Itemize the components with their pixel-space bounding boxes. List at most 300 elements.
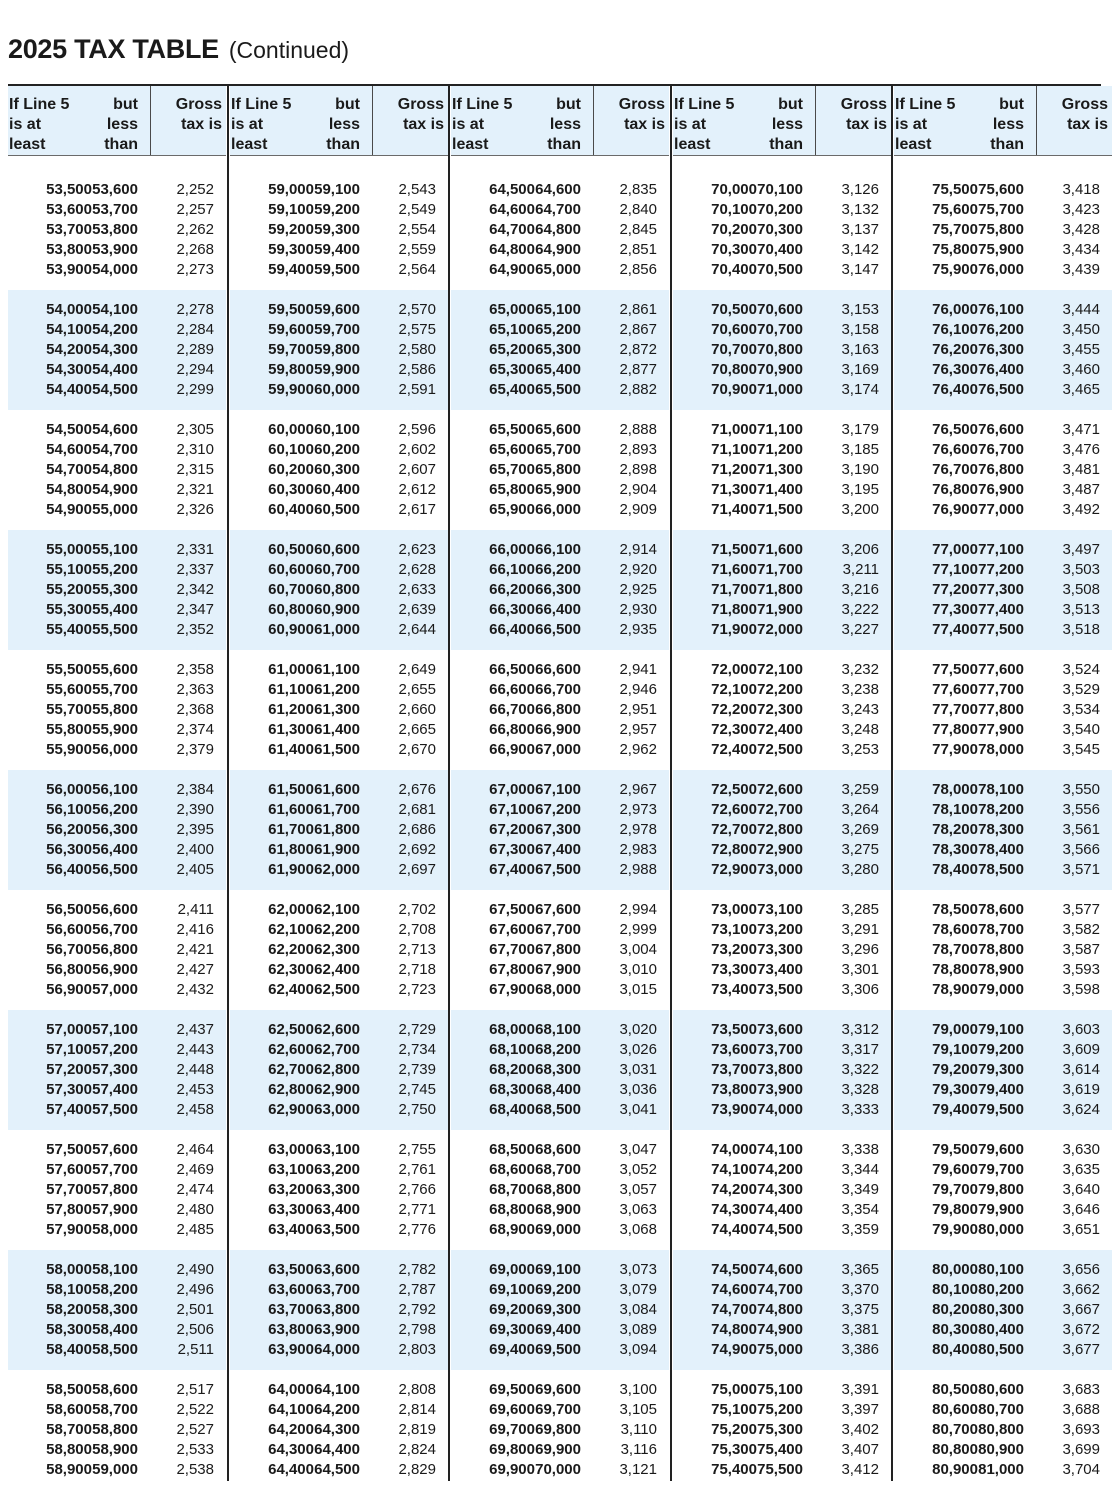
less-than-value: 67,700 xyxy=(535,921,581,938)
table-row xyxy=(673,1260,891,1280)
gross-tax-value: 2,962 xyxy=(619,741,657,758)
table-row xyxy=(894,960,1112,980)
gross-tax-value: 2,458 xyxy=(176,1101,214,1118)
less-than-value: 59,200 xyxy=(314,201,360,218)
at-least-value: 60,300 xyxy=(268,481,314,498)
gross-tax-value: 2,957 xyxy=(619,721,657,738)
table-row xyxy=(894,1260,1112,1280)
at-least-value: 57,600 xyxy=(46,1161,92,1178)
gross-tax-value: 2,363 xyxy=(176,681,214,698)
table-row xyxy=(451,1420,669,1440)
table-row xyxy=(230,580,448,600)
less-than-value: 65,100 xyxy=(535,301,581,318)
gross-tax-value: 3,079 xyxy=(619,1281,657,1298)
less-than-value: 78,000 xyxy=(978,741,1024,758)
at-least-value: 65,700 xyxy=(489,461,535,478)
less-than-value: 61,300 xyxy=(314,701,360,718)
at-least-value: 77,400 xyxy=(932,621,978,638)
table-row xyxy=(673,740,891,760)
gross-tax-value: 2,289 xyxy=(176,341,214,358)
at-least-value: 55,400 xyxy=(46,621,92,638)
less-than-value: 70,900 xyxy=(757,361,803,378)
less-than-value: 66,200 xyxy=(535,561,581,578)
less-than-value: 56,000 xyxy=(92,741,138,758)
at-least-value: 77,600 xyxy=(932,681,978,698)
less-than-value: 79,900 xyxy=(978,1201,1024,1218)
less-than-value: 72,300 xyxy=(757,701,803,718)
table-row xyxy=(451,460,669,480)
header-gross-tax: Gross tax is xyxy=(175,96,222,133)
table-row xyxy=(894,680,1112,700)
at-least-value: 73,100 xyxy=(711,921,757,938)
at-least-value: 73,000 xyxy=(711,901,757,918)
less-than-value: 57,900 xyxy=(92,1201,138,1218)
gross-tax-value: 3,375 xyxy=(841,1301,879,1318)
gross-tax-value: 2,527 xyxy=(176,1421,214,1438)
table-row xyxy=(230,360,448,380)
gross-tax-value: 3,497 xyxy=(1062,541,1100,558)
table-row xyxy=(230,860,448,880)
table-row xyxy=(8,380,226,400)
at-least-value: 62,000 xyxy=(268,901,314,918)
gross-tax-value: 3,412 xyxy=(841,1461,879,1478)
table-row xyxy=(894,1400,1112,1420)
gross-tax-value: 2,978 xyxy=(619,821,657,838)
table-row xyxy=(451,600,669,620)
at-least-value: 70,800 xyxy=(711,361,757,378)
at-least-value: 59,500 xyxy=(268,301,314,318)
less-than-value: 68,400 xyxy=(535,1081,581,1098)
table-row xyxy=(8,260,226,280)
gross-tax-value: 3,487 xyxy=(1062,481,1100,498)
table-row xyxy=(230,1040,448,1060)
header-separator xyxy=(1036,86,1037,156)
table-row xyxy=(673,860,891,880)
less-than-value: 78,300 xyxy=(978,821,1024,838)
gross-tax-value: 2,522 xyxy=(176,1401,214,1418)
table-row xyxy=(451,1340,669,1360)
gross-tax-value: 3,306 xyxy=(841,981,879,998)
gross-tax-value: 3,646 xyxy=(1062,1201,1100,1218)
less-than-value: 71,700 xyxy=(757,561,803,578)
table-row xyxy=(673,240,891,260)
less-than-value: 64,800 xyxy=(535,221,581,238)
gross-tax-value: 2,967 xyxy=(619,781,657,798)
less-than-value: 73,600 xyxy=(757,1021,803,1038)
at-least-value: 73,500 xyxy=(711,1021,757,1038)
at-least-value: 79,900 xyxy=(932,1221,978,1238)
table-row xyxy=(230,1280,448,1300)
less-than-value: 71,500 xyxy=(757,501,803,518)
at-least-value: 77,200 xyxy=(932,581,978,598)
table-row xyxy=(673,920,891,940)
less-than-value: 66,700 xyxy=(535,681,581,698)
gross-tax-value: 2,655 xyxy=(398,681,436,698)
table-row xyxy=(451,340,669,360)
less-than-value: 56,900 xyxy=(92,961,138,978)
table-row xyxy=(894,1200,1112,1220)
at-least-value: 73,600 xyxy=(711,1041,757,1058)
table-row xyxy=(8,360,226,380)
gross-tax-value: 3,677 xyxy=(1062,1341,1100,1358)
less-than-value: 80,600 xyxy=(978,1381,1024,1398)
less-than-value: 56,200 xyxy=(92,801,138,818)
less-than-value: 66,900 xyxy=(535,721,581,738)
at-least-value: 55,800 xyxy=(46,721,92,738)
less-than-value: 77,700 xyxy=(978,681,1024,698)
gross-tax-value: 2,734 xyxy=(398,1041,436,1058)
gross-tax-value: 3,587 xyxy=(1062,941,1100,958)
gross-tax-value: 2,867 xyxy=(619,321,657,338)
table-row xyxy=(8,600,226,620)
gross-tax-value: 2,713 xyxy=(398,941,436,958)
at-least-value: 65,900 xyxy=(489,501,535,518)
gross-tax-value: 3,651 xyxy=(1062,1221,1100,1238)
table-row xyxy=(451,820,669,840)
table-row xyxy=(451,980,669,1000)
at-least-value: 58,200 xyxy=(46,1301,92,1318)
at-least-value: 56,900 xyxy=(46,981,92,998)
gross-tax-value: 3,052 xyxy=(619,1161,657,1178)
at-least-value: 59,000 xyxy=(268,181,314,198)
at-least-value: 64,800 xyxy=(489,241,535,258)
table-row xyxy=(230,1060,448,1080)
gross-tax-value: 3,693 xyxy=(1062,1421,1100,1438)
gross-tax-value: 2,506 xyxy=(176,1321,214,1338)
at-least-value: 62,900 xyxy=(268,1101,314,1118)
gross-tax-value: 3,688 xyxy=(1062,1401,1100,1418)
gross-tax-value: 3,630 xyxy=(1062,1141,1100,1158)
at-least-value: 64,600 xyxy=(489,201,535,218)
gross-tax-value: 2,946 xyxy=(619,681,657,698)
less-than-value: 80,700 xyxy=(978,1401,1024,1418)
gross-tax-value: 2,670 xyxy=(398,741,436,758)
at-least-value: 72,300 xyxy=(711,721,757,738)
header-baseline xyxy=(8,155,226,156)
at-least-value: 60,900 xyxy=(268,621,314,638)
table-row xyxy=(230,200,448,220)
gross-tax-value: 3,153 xyxy=(841,301,879,318)
at-least-value: 54,200 xyxy=(46,341,92,358)
less-than-value: 80,400 xyxy=(978,1321,1024,1338)
table-row xyxy=(673,820,891,840)
table-row xyxy=(894,620,1112,640)
less-than-value: 60,100 xyxy=(314,421,360,438)
less-than-value: 77,800 xyxy=(978,701,1024,718)
gross-tax-value: 3,142 xyxy=(841,241,879,258)
gross-tax-value: 3,370 xyxy=(841,1281,879,1298)
gross-tax-value: 2,930 xyxy=(619,601,657,618)
less-than-value: 78,800 xyxy=(978,941,1024,958)
gross-tax-value: 3,132 xyxy=(841,201,879,218)
at-least-value: 61,900 xyxy=(268,861,314,878)
gross-tax-value: 3,121 xyxy=(619,1461,657,1478)
table-row xyxy=(451,740,669,760)
less-than-value: 66,400 xyxy=(535,601,581,618)
table-row xyxy=(894,1280,1112,1300)
at-least-value: 62,100 xyxy=(268,921,314,938)
header-less-than: but less than xyxy=(769,96,803,153)
table-row xyxy=(451,660,669,680)
gross-tax-value: 2,490 xyxy=(176,1261,214,1278)
table-row xyxy=(673,840,891,860)
less-than-value: 65,500 xyxy=(535,381,581,398)
less-than-value: 79,400 xyxy=(978,1081,1024,1098)
at-least-value: 59,800 xyxy=(268,361,314,378)
gross-tax-value: 3,031 xyxy=(619,1061,657,1078)
less-than-value: 74,300 xyxy=(757,1181,803,1198)
gross-tax-value: 2,628 xyxy=(398,561,436,578)
less-than-value: 55,200 xyxy=(92,561,138,578)
less-than-value: 73,700 xyxy=(757,1041,803,1058)
at-least-value: 69,400 xyxy=(489,1341,535,1358)
table-row xyxy=(673,420,891,440)
table-row xyxy=(451,860,669,880)
header-at-least: If Line 5 is at least xyxy=(452,96,513,153)
gross-tax-value: 3,116 xyxy=(620,1441,657,1458)
at-least-value: 66,800 xyxy=(489,721,535,738)
at-least-value: 70,600 xyxy=(711,321,757,338)
gross-tax-value: 2,877 xyxy=(619,361,657,378)
gross-tax-value: 3,465 xyxy=(1062,381,1100,398)
gross-tax-value: 2,575 xyxy=(398,321,436,338)
gross-tax-value: 2,951 xyxy=(619,701,657,718)
gross-tax-value: 3,397 xyxy=(841,1401,879,1418)
less-than-value: 80,500 xyxy=(978,1341,1024,1358)
table-row xyxy=(894,1300,1112,1320)
table-row xyxy=(894,920,1112,940)
gross-tax-value: 2,474 xyxy=(176,1181,214,1198)
less-than-value: 69,800 xyxy=(535,1421,581,1438)
less-than-value: 57,400 xyxy=(92,1081,138,1098)
less-than-value: 68,900 xyxy=(535,1201,581,1218)
gross-tax-value: 2,660 xyxy=(398,701,436,718)
gross-tax-value: 2,649 xyxy=(398,661,436,678)
table-row xyxy=(894,1220,1112,1240)
less-than-value: 72,200 xyxy=(757,681,803,698)
less-than-value: 76,400 xyxy=(978,361,1024,378)
less-than-value: 73,100 xyxy=(757,901,803,918)
table-row xyxy=(230,800,448,820)
less-than-value: 68,500 xyxy=(535,1101,581,1118)
header-separator xyxy=(593,86,594,156)
gross-tax-value: 3,068 xyxy=(619,1221,657,1238)
gross-tax-value: 2,787 xyxy=(398,1281,436,1298)
less-than-value: 77,300 xyxy=(978,581,1024,598)
table-row xyxy=(230,840,448,860)
at-least-value: 64,500 xyxy=(489,181,535,198)
table-row xyxy=(451,1040,669,1060)
at-least-value: 64,900 xyxy=(489,261,535,278)
gross-tax-value: 3,444 xyxy=(1062,301,1100,318)
less-than-value: 76,300 xyxy=(978,341,1024,358)
table-row xyxy=(894,980,1112,1000)
gross-tax-value: 2,808 xyxy=(398,1381,436,1398)
table-row xyxy=(894,500,1112,520)
less-than-value: 79,200 xyxy=(978,1041,1024,1058)
at-least-value: 73,400 xyxy=(711,981,757,998)
at-least-value: 60,500 xyxy=(268,541,314,558)
table-row xyxy=(8,780,226,800)
gross-tax-value: 2,586 xyxy=(398,361,436,378)
at-least-value: 78,700 xyxy=(932,941,978,958)
less-than-value: 58,000 xyxy=(92,1221,138,1238)
less-than-value: 77,200 xyxy=(978,561,1024,578)
less-than-value: 53,800 xyxy=(92,221,138,238)
gross-tax-value: 2,358 xyxy=(176,661,214,678)
gross-tax-value: 3,248 xyxy=(841,721,879,738)
at-least-value: 77,700 xyxy=(932,701,978,718)
less-than-value: 62,600 xyxy=(314,1021,360,1038)
gross-tax-value: 3,285 xyxy=(841,901,879,918)
table-row xyxy=(451,1160,669,1180)
at-least-value: 76,900 xyxy=(932,501,978,518)
at-least-value: 63,600 xyxy=(268,1281,314,1298)
less-than-value: 68,200 xyxy=(535,1041,581,1058)
table-row xyxy=(230,1320,448,1340)
at-least-value: 60,400 xyxy=(268,501,314,518)
table-row xyxy=(673,1180,891,1200)
table-row xyxy=(8,800,226,820)
less-than-value: 63,200 xyxy=(314,1161,360,1178)
gross-tax-value: 3,301 xyxy=(841,961,879,978)
less-than-value: 62,700 xyxy=(314,1041,360,1058)
table-row xyxy=(673,480,891,500)
gross-tax-value: 3,656 xyxy=(1062,1261,1100,1278)
gross-tax-value: 2,935 xyxy=(619,621,657,638)
at-least-value: 75,800 xyxy=(932,241,978,258)
tax-table xyxy=(8,86,1108,1481)
gross-tax-value: 2,814 xyxy=(398,1401,436,1418)
gross-tax-value: 2,909 xyxy=(619,501,657,518)
panel-header xyxy=(894,86,1112,156)
gross-tax-value: 2,315 xyxy=(176,461,214,478)
table-row xyxy=(8,1420,226,1440)
gross-tax-value: 3,291 xyxy=(841,921,879,938)
gross-tax-value: 2,570 xyxy=(398,301,436,318)
table-row xyxy=(673,720,891,740)
less-than-value: 70,100 xyxy=(757,181,803,198)
table-panel xyxy=(451,86,669,1481)
at-least-value: 67,900 xyxy=(489,981,535,998)
at-least-value: 57,500 xyxy=(46,1141,92,1158)
at-least-value: 63,700 xyxy=(268,1301,314,1318)
less-than-value: 63,900 xyxy=(314,1321,360,1338)
gross-tax-value: 3,529 xyxy=(1062,681,1100,698)
at-least-value: 77,300 xyxy=(932,601,978,618)
at-least-value: 71,900 xyxy=(711,621,757,638)
at-least-value: 66,000 xyxy=(489,541,535,558)
gross-tax-value: 2,644 xyxy=(398,621,436,638)
at-least-value: 67,700 xyxy=(489,941,535,958)
at-least-value: 54,800 xyxy=(46,481,92,498)
at-least-value: 63,000 xyxy=(268,1141,314,1158)
gross-tax-value: 2,686 xyxy=(398,821,436,838)
table-row xyxy=(451,440,669,460)
table-row xyxy=(673,1160,891,1180)
less-than-value: 65,400 xyxy=(535,361,581,378)
column-divider xyxy=(448,86,450,1481)
less-than-value: 68,800 xyxy=(535,1181,581,1198)
table-row xyxy=(230,500,448,520)
panel-header xyxy=(451,86,669,156)
at-least-value: 79,200 xyxy=(932,1061,978,1078)
gross-tax-value: 2,591 xyxy=(398,381,436,398)
at-least-value: 79,300 xyxy=(932,1081,978,1098)
gross-tax-value: 3,518 xyxy=(1062,621,1100,638)
at-least-value: 68,400 xyxy=(489,1101,535,1118)
table-row xyxy=(230,1220,448,1240)
table-row xyxy=(451,720,669,740)
gross-tax-value: 2,443 xyxy=(176,1041,214,1058)
less-than-value: 62,200 xyxy=(314,921,360,938)
at-least-value: 80,400 xyxy=(932,1341,978,1358)
table-row xyxy=(230,700,448,720)
at-least-value: 71,700 xyxy=(711,581,757,598)
less-than-value: 54,100 xyxy=(92,301,138,318)
table-row xyxy=(894,1080,1112,1100)
less-than-value: 78,100 xyxy=(978,781,1024,798)
table-row xyxy=(894,560,1112,580)
table-row xyxy=(8,1040,226,1060)
at-least-value: 71,800 xyxy=(711,601,757,618)
gross-tax-value: 2,538 xyxy=(176,1461,214,1478)
table-row xyxy=(894,460,1112,480)
table-row xyxy=(230,260,448,280)
table-row xyxy=(894,1420,1112,1440)
gross-tax-value: 3,110 xyxy=(620,1421,657,1438)
at-least-value: 61,800 xyxy=(268,841,314,858)
table-row xyxy=(230,560,448,580)
table-row xyxy=(230,620,448,640)
less-than-value: 79,500 xyxy=(978,1101,1024,1118)
at-least-value: 53,500 xyxy=(46,181,92,198)
less-than-value: 69,400 xyxy=(535,1321,581,1338)
at-least-value: 60,000 xyxy=(268,421,314,438)
at-least-value: 61,300 xyxy=(268,721,314,738)
at-least-value: 77,800 xyxy=(932,721,978,738)
at-least-value: 72,800 xyxy=(711,841,757,858)
at-least-value: 62,800 xyxy=(268,1081,314,1098)
at-least-value: 74,100 xyxy=(711,1161,757,1178)
table-row xyxy=(894,1340,1112,1360)
at-least-value: 79,700 xyxy=(932,1181,978,1198)
at-least-value: 67,800 xyxy=(489,961,535,978)
table-row xyxy=(230,980,448,1000)
at-least-value: 56,300 xyxy=(46,841,92,858)
at-least-value: 70,400 xyxy=(711,261,757,278)
less-than-value: 54,900 xyxy=(92,481,138,498)
less-than-value: 73,000 xyxy=(757,861,803,878)
at-least-value: 71,000 xyxy=(711,421,757,438)
gross-tax-value: 2,914 xyxy=(619,541,657,558)
gross-tax-value: 2,824 xyxy=(398,1441,436,1458)
at-least-value: 76,800 xyxy=(932,481,978,498)
table-row xyxy=(673,1040,891,1060)
at-least-value: 65,600 xyxy=(489,441,535,458)
table-row xyxy=(451,1060,669,1080)
less-than-value: 54,800 xyxy=(92,461,138,478)
at-least-value: 58,800 xyxy=(46,1441,92,1458)
table-row xyxy=(894,1060,1112,1080)
gross-tax-value: 2,999 xyxy=(619,921,657,938)
gross-tax-value: 3,614 xyxy=(1062,1061,1100,1078)
less-than-value: 75,900 xyxy=(978,241,1024,258)
table-row xyxy=(451,580,669,600)
at-least-value: 74,000 xyxy=(711,1141,757,1158)
table-row xyxy=(894,740,1112,760)
gross-tax-value: 2,776 xyxy=(398,1221,436,1238)
